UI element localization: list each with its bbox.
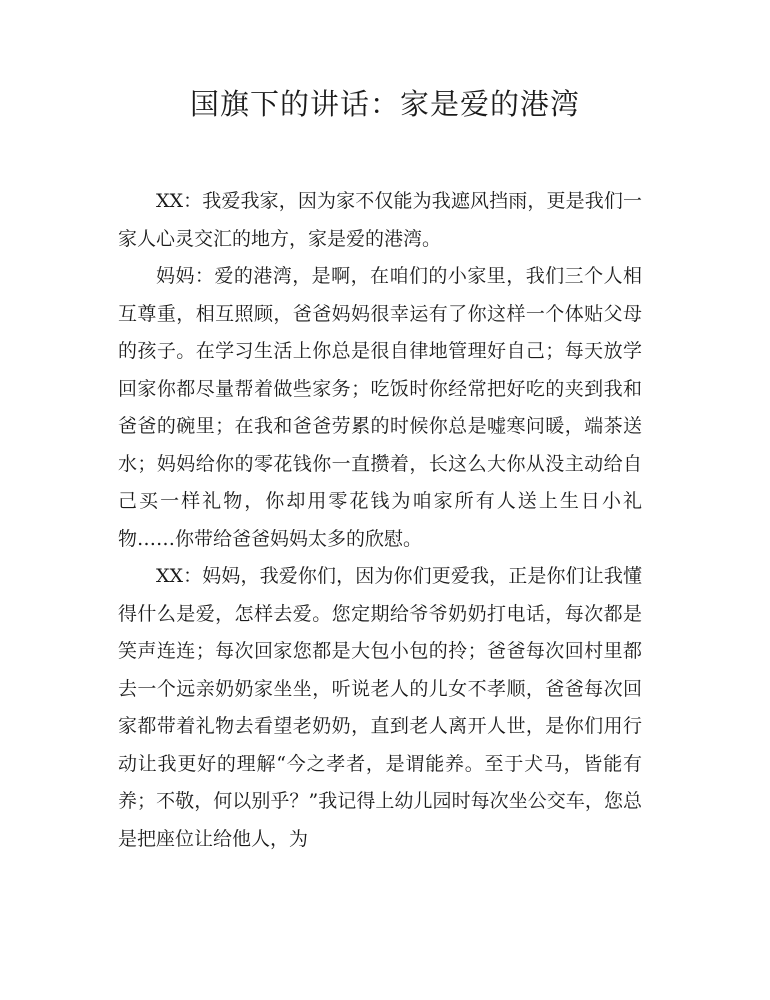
paragraph-3: XX：妈妈，我爱你们，因为你们更爱我，正是你们让我懂得什么是爱，怎样去爱。您定期给爷爷奶奶打电话，每次都是笑声连连；每次回家您都是大包小包的拎；爸爸每次回村里都去一个远亲奶奶家坐坐，听说老人的儿女不孝顺，爸爸每次回家都带着礼物去看望老奶奶，直到老人离开人世，是你们用行动让我更好的理解“今之孝者，是谓能养。至于犬马，皆能有养；不敬，何以别乎？”我记得上幼儿园时每次坐公交车，您总是把座位让给他人，为	[118, 565, 642, 850]
document-body	[118, 183, 642, 858]
paragraph-1: XX：我爱我家，因为家不仅能为我遮风挡雨，更是我们一家人心灵交汇的地方，家是爱的港湾。	[118, 190, 642, 250]
page-title: 国旗下的讲话：家是爱的港湾	[189, 87, 580, 121]
paragraph-2: 妈妈：爱的港湾，是啊，在咱们的小家里，我们三个人相互尊重，相互照顾，爸爸妈妈很幸运有了你这样一个体贴父母的孩子。在学习生活上你总是很自律地管理好自己；每天放学回家你都尽量帮着做些家务；吃饭时你经常把好吃的夹到我和爸爸的碗里；在我和爸爸劳累的时候你总是嘘寒问暖，端茶送水；妈妈给你的零花钱你一直攒着，长这么大你从没主动给自己买一样礼物，你却用零花钱为咱家所有人送上生日小礼物……你带给爸爸妈妈太多的欣慰。	[118, 265, 642, 550]
